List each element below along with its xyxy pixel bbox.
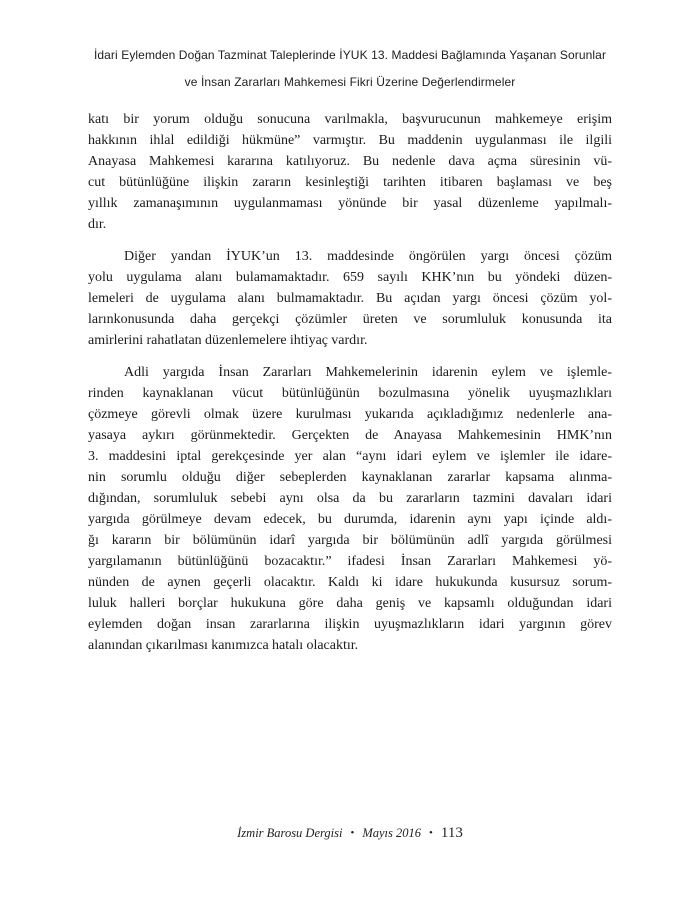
text-line: larınkonusunda daha gerçekçi çözümler üreten ve sorumluluk konusunda ita [88,312,612,327]
issue-date: Mayıs 2016 [362,826,422,840]
footer-separator: • [429,827,433,839]
page-number: 113 [440,825,463,841]
article-body [88,109,612,656]
journal-name: İzmir Barosu Dergisi [237,826,343,840]
running-head [0,42,700,96]
text-line: luluk halleri borçlar hukukuna göre daha geniş ve kapsamlı olduğundan idari [88,596,612,611]
text-line: 3. maddesini iptal gerekçesinde yer alan “aynı idari eylem ve işlemler ile idare- [88,449,612,464]
text-line: lemeleri de uygulama alanı bulmamaktadır. Bu açıdan yargı öncesi çözüm yol- [88,291,612,306]
text-line: cut bütünlüğüne ilişkin zararın kesinleştiği tarihten itibaren başlaması ve beş [88,175,612,190]
text-line: alanından çıkarılması kanımızca hatalı olacaktır. [88,638,359,653]
text-line: nünden de aynen geçerli olacaktır. Kaldı ki idare hukukunda kusursuz sorum- [88,575,612,590]
paragraph [88,109,612,235]
text-line: dır. [88,217,107,232]
text-line: hakkının ihlal edildiği hükmüne” varmıştır. Bu maddenin uygulanması ile ilgili [88,133,612,148]
page-footer [88,824,612,842]
text-line: yolu uygulama alanı bulamamaktadır. 659 sayılı KHK’nın bu yöndeki düzen- [88,270,612,285]
text-line: yıllık zamanaşımının uygulanmaması yönünde bir yasal düzenleme yapılmalı- [88,196,612,211]
text-line: yargılamanın bütünlüğünü bozacaktır.” ifadesi İnsan Zararları Mahkemesi yö- [88,554,612,569]
text-line: amirlerini rahatlatan düzenlemelere ihtiyaç vardır. [88,333,368,348]
text-line: yargıda görülmeye devam edecek, bu durumda, idarenin aynı yapı içinde aldı- [88,512,612,527]
running-head-line1: İdari Eylemden Doğan Tazminat Taleplerinde İYUK 13. Maddesi Bağlamında Yaşanan Sorunlar [93,48,607,62]
text-line: Diğer yandan İYUK’un 13. maddesinde öngörülen yargı öncesi çözüm [124,249,612,264]
text-line: Anayasa Mahkemesi kararına katılıyoruz. Bu nedenle dava açma süresinin vü- [88,154,612,169]
text-line: ğı kararın bir bölümünün idarî yargıda bir bölümünün adlî yargıda görülmesi [88,533,612,548]
text-line: rinden kaynaklanan vücut bütünlüğünün bozulmasına yönelik uyuşmazlıkları [88,386,612,401]
text-line: nin sorumlu olduğu diğer sebeplerden kaynaklanan zararlar kapsama alınma- [88,470,612,485]
text-line: Adli yargıda İnsan Zararları Mahkemelerinin idarenin eylem ve işlemle- [124,365,612,380]
paragraph [88,246,612,351]
text-line: çözmeye görevli olmak üzere kurulması yukarıda açıkladığımız nedenlerle ana- [88,407,612,422]
paragraph [88,362,612,656]
text-line: dığından, sorumluluk sebebi aynı olsa da bu zararların tazmini davaları idari [88,491,612,506]
text-line: eylemden doğan insan zararlarına ilişkin uyuşmazlıkların idari yargının görev [88,617,612,632]
text-line: katı bir yorum olduğu sonucuna varılmakla, başvurucunun mahkemeye erişim [88,112,612,127]
footer-separator: • [350,827,355,839]
text-line: yasaya aykırı görünmektedir. Gerçekten de Anayasa Mahkemesinin HMK’nın [88,428,612,443]
running-head-line2: ve İnsan Zararları Mahkemesi Fikri Üzerine Değerlendirmeler [184,75,516,89]
